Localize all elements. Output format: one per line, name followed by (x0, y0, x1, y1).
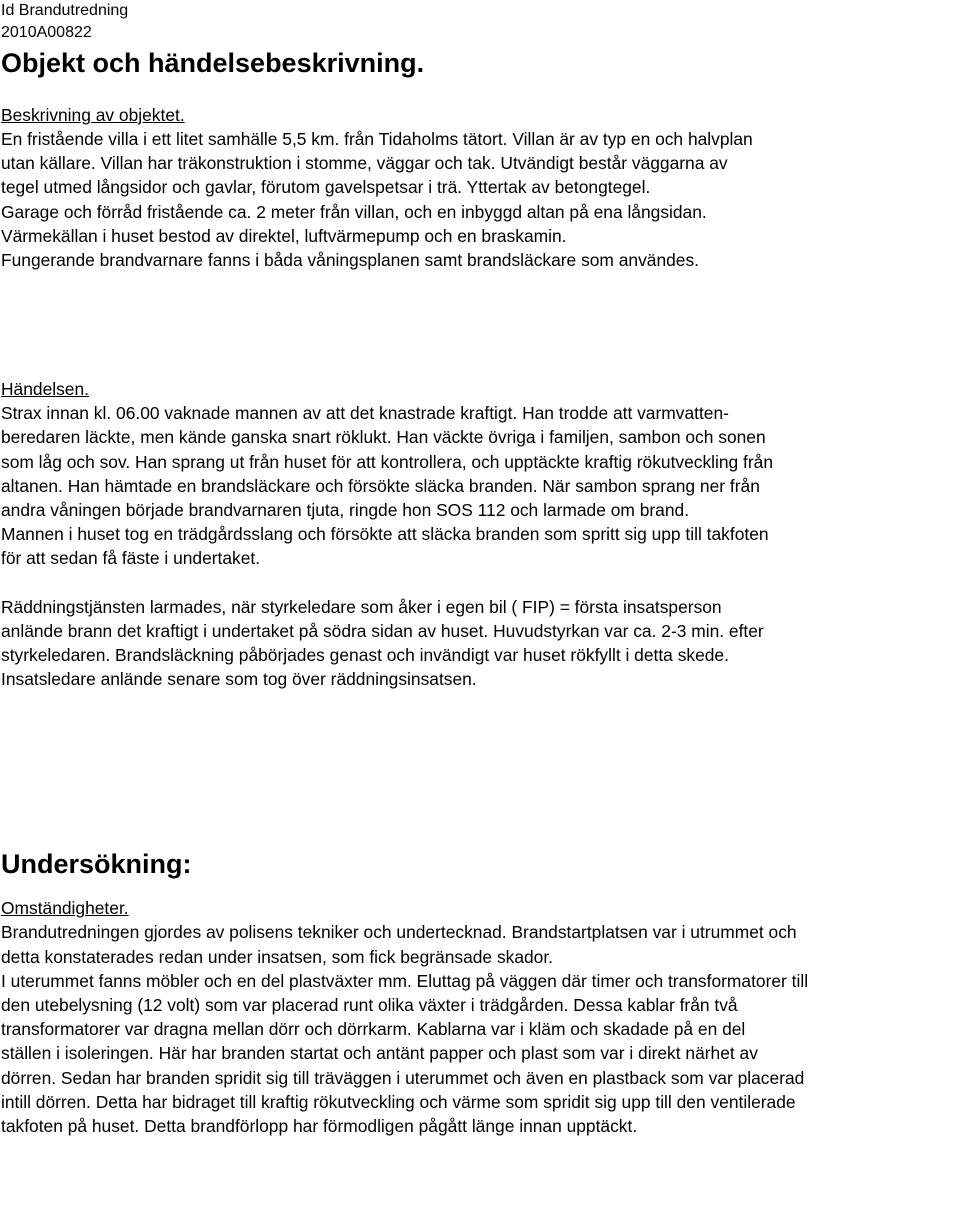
text-line: utan källare. Villan har träkonstruktion i stomme, väggar och tak. Utvändigt består väggarna av (1, 153, 728, 174)
text-line: beredaren läckte, men kände ganska snart röklukt. Han väckte övriga i familjen, sambon och sonen (1, 427, 766, 448)
text-line: I uterummet fanns möbler och en del plastväxter mm. Eluttag på väggen där timer och transformatorer till (1, 970, 809, 991)
page-title: Objekt och händelsebeskrivning. (1, 48, 425, 78)
text-line: intill dörren. Detta har bidraget till kraftig rökutveckling och värme som spridit sig upp till den ventilerade (1, 1091, 796, 1112)
text-line: En fristående villa i ett litet samhälle 5,5 km. från Tidaholms tätort. Villan är av typ en och halvplan (1, 129, 753, 149)
text-line: Garage och förråd fristående ca. 2 meter från villan, och en inbyggd altan på ena långsidan. (1, 201, 707, 222)
event-heading: Händelsen. (1, 379, 89, 400)
text-line: Räddningstjänsten larmades, när styrkeledare som åker i egen bil ( FIP) = första insatsperson (1, 596, 722, 617)
rescue-text (1, 595, 959, 692)
text-line: Strax innan kl. 06.00 vaknade mannen av att det knastrade kraftigt. Han trodde att varmvatten- (1, 403, 729, 424)
text-line: ställen i isoleringen. Här har branden startat och antänt papper och plast som var i direkt närhet av (1, 1043, 758, 1064)
text-line: Mannen i huset tog en trädgårdsslang och försökte att släcka branden som spritt sig upp till takfoten (1, 524, 769, 545)
object-description-text (1, 127, 959, 272)
investigation-title: Undersökning: (1, 849, 192, 880)
text-line: Värmekällan i huset bestod av direktel, luftvärmepump och en braskamin. (1, 225, 567, 246)
text-line: styrkeledaren. Brandsläckning påbörjades genast och invändigt var huset rökfyllt i detta skede. (1, 645, 729, 666)
text-line: anlände brann det kraftigt i undertaket på södra sidan av huset. Huvudstyrkan var ca. 2-3 min. efter (1, 620, 764, 641)
object-description-heading: Beskrivning av objektet. (1, 105, 185, 125)
text-line: som låg och sov. Han sprang ut från huset för att kontrollera, och upptäckte kraftig rökutveckling från (1, 451, 774, 472)
object-description-section (1, 103, 959, 272)
text-line: dörren. Sedan har branden spridit sig till träväggen i uterummet och även en plastback som var placerad (1, 1067, 805, 1088)
text-line: tegel utmed långsidor och gavlar, förutom gavelspetsar i trä. Yttertak av betongtegel. (1, 177, 651, 198)
document-number: 2010A00822 (1, 24, 92, 41)
document-page (1, 0, 959, 1138)
text-line: andra våningen började brandvarnaren tjuta, ringde hon SOS 112 och larmade om brand. (1, 500, 690, 521)
document-label: Id Brandutredning (1, 2, 129, 19)
rescue-section (1, 595, 959, 692)
text-line: Insatsledare anlände senare som tog över räddningsinsatsen. (1, 669, 477, 690)
event-section (1, 377, 959, 570)
text-line: takfoten på huset. Detta brandförlopp har förmodligen pågått länge innan upptäckt. (1, 1116, 638, 1137)
text-line: detta konstaterades redan under insatsen, som fick begränsade skador. (1, 946, 554, 967)
circumstances-text (1, 920, 959, 1138)
text-line: Fungerande brandvarnare fanns i båda våningsplanen samt brandsläckare som användes. (1, 250, 700, 271)
text-line: den utebelysning (12 volt) som var placerad runt olika växter i trädgården. Dessa kablar från två (1, 995, 738, 1016)
text-line: transformatorer var dragna mellan dörr och dörrkarm. Kablarna var i kläm och skadade på en del (1, 1019, 746, 1040)
text-line: för att sedan få fäste i undertaket. (1, 548, 261, 569)
circumstances-heading: Omständigheter. (1, 898, 129, 919)
event-text (1, 401, 959, 570)
circumstances-section (1, 896, 959, 1138)
text-line: Brandutredningen gjordes av polisens tekniker och undertecknad. Brandstartplatsen var i utrummet och (1, 922, 797, 943)
text-line: altanen. Han hämtade en brandsläckare och försökte släcka branden. När sambon sprang ner från (1, 475, 760, 496)
